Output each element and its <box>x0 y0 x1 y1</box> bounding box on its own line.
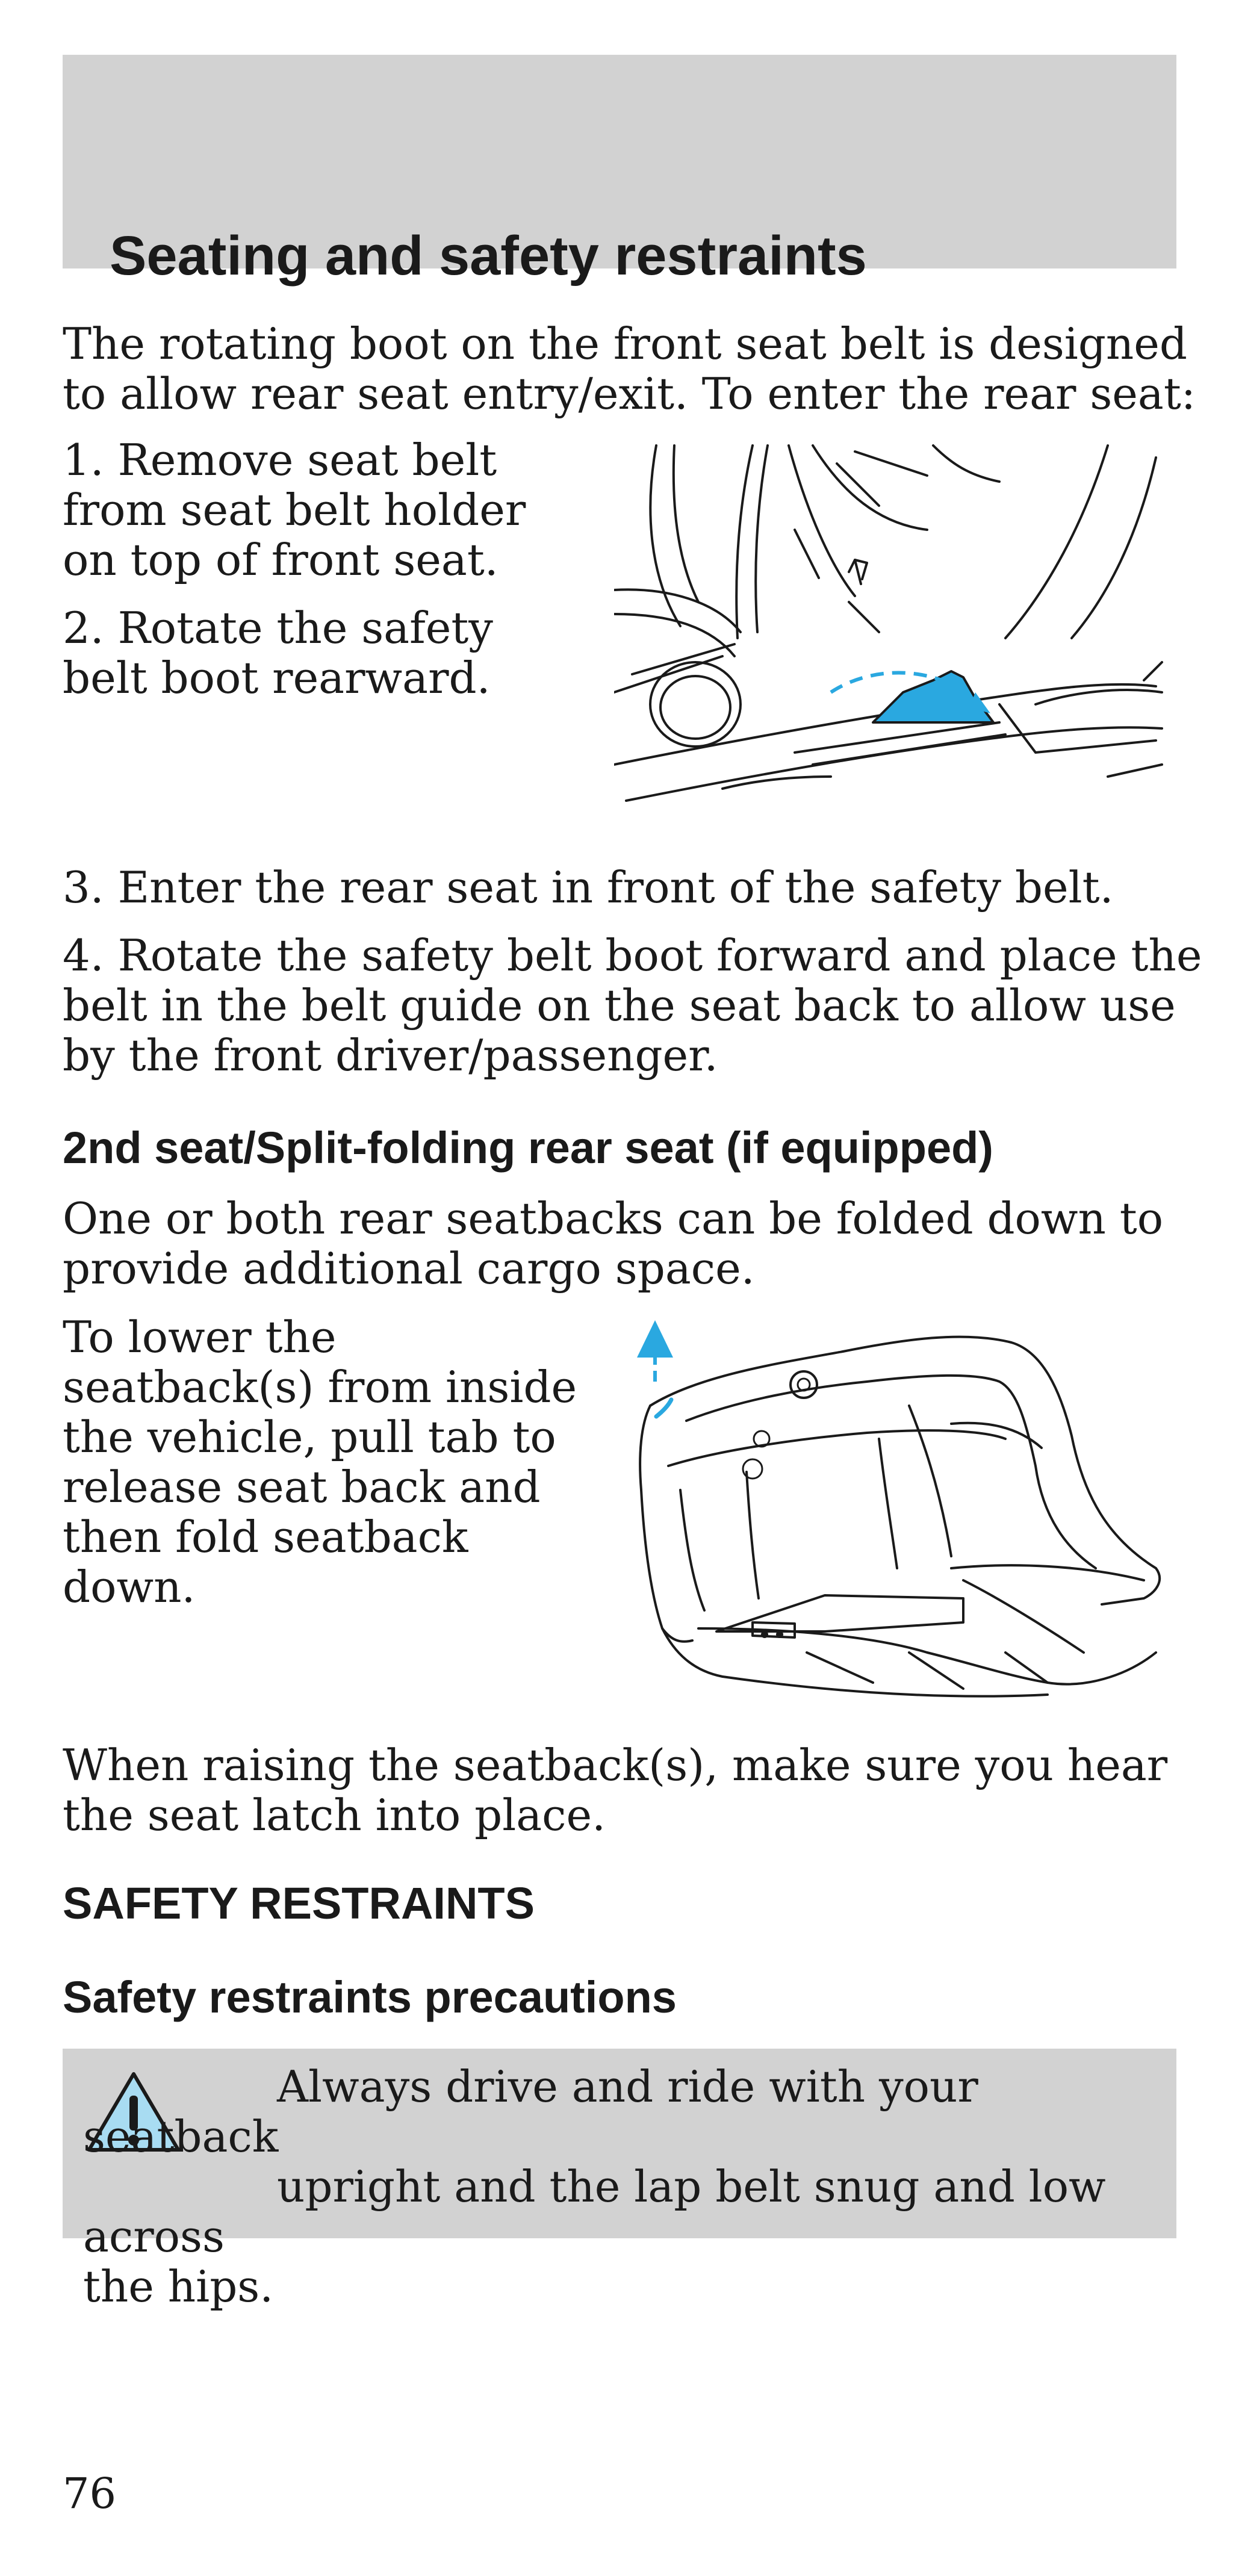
header-band <box>63 55 1176 287</box>
intro-line-2: to allow rear seat entry/exit. To enter the rear seat: <box>63 368 1196 419</box>
split-seat-para-2-line-5: then fold seatback <box>63 1512 468 1562</box>
split-seat-heading: 2nd seat/Split-folding rear seat (if equipped) <box>63 1123 993 1173</box>
split-seat-para-2-line-6: down. <box>63 1562 196 1612</box>
safety-precautions-subheading: Safety restraints precautions <box>63 1972 677 2022</box>
step-1-line-3: on top of front seat. <box>63 535 498 585</box>
step-2-line-1: 2. Rotate the safety <box>63 603 493 653</box>
split-seat-para-2-line-3: the vehicle, pull tab to <box>63 1412 556 1462</box>
split-seat-para-1-line-1: One or both rear seatbacks can be folded down to <box>63 1193 1164 1244</box>
page-title: Seating and safety restraints <box>110 225 867 287</box>
rear-seat-illustration <box>626 1315 1168 1701</box>
split-seat-para-2-line-1: To lower the <box>63 1312 337 1362</box>
split-seat-para-2-line-4: release seat back and <box>63 1462 541 1512</box>
warning-line-2: upright and the lap belt snug and low across <box>83 2161 1106 2262</box>
split-seat-para-1-line-2: provide additional cargo space. <box>63 1243 755 1294</box>
intro-line-1: The rotating boot on the front seat belt is designed <box>63 318 1187 369</box>
step-1-line-2: from seat belt holder <box>63 485 526 535</box>
step-4-line-1: 4. Rotate the safety belt boot forward and place the <box>63 930 1202 981</box>
warning-line-1: Always drive and ride with your seatback <box>83 2061 978 2162</box>
step-2-line-2: belt boot rearward. <box>63 653 491 703</box>
safety-restraints-heading: SAFETY RESTRAINTS <box>63 1878 535 1928</box>
step-3: 3. Enter the rear seat in front of the safety belt. <box>63 862 1114 913</box>
split-seat-para-2-line-2: seatback(s) from inside <box>63 1362 577 1412</box>
step-1-line-1: 1. Remove seat belt <box>63 435 497 485</box>
seat-belt-boot-illustration <box>614 439 1174 825</box>
warning-box <box>63 2049 1176 2312</box>
warning-line-3: the hips. <box>83 2261 274 2312</box>
split-seat-para-3-line-2: the seat latch into place. <box>63 1790 606 1840</box>
step-4-line-3: by the front driver/passenger. <box>63 1030 718 1081</box>
step-4-line-2: belt in the belt guide on the seat back to allow use <box>63 980 1176 1031</box>
split-seat-para-3-line-1: When raising the seatback(s), make sure you hear <box>63 1740 1168 1790</box>
warning-text <box>83 2062 1167 2312</box>
page-number: 76 <box>63 2469 117 2518</box>
